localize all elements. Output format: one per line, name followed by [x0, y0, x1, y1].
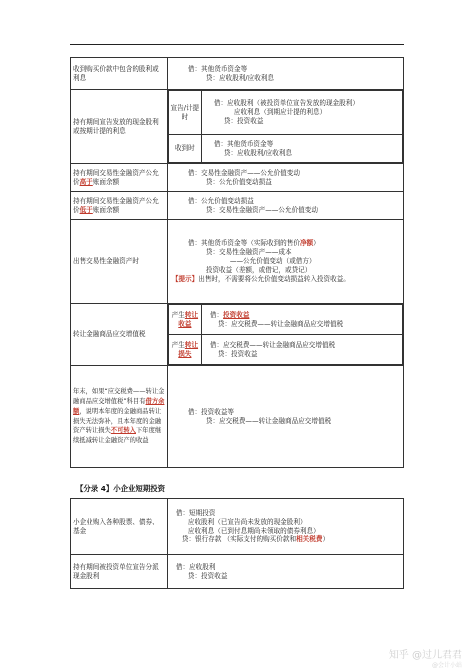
top-rule: [70, 44, 404, 45]
row-label: 持有期间交易性金融资产公允价高于账面余额: [71, 164, 168, 192]
short-term-investment-table: [70, 498, 404, 589]
sub-label: 收到时: [168, 135, 201, 163]
section-heading: 【分录 4】小企业短期投资: [76, 484, 166, 493]
watermark: 知乎 @过儿君君: [388, 649, 462, 661]
row-label: 持有期间被投资单位宣告分派现金股利: [71, 555, 168, 589]
table-row: [71, 555, 404, 589]
row-label: 持有期间宣告发放的现金股利或按期计提的利息: [71, 90, 168, 164]
sub-label: 宣告/计提时: [168, 91, 201, 135]
row-label: 收到购买价款中包含的股利或利息: [71, 58, 168, 90]
table-row: [71, 58, 404, 90]
table-row: [71, 220, 404, 304]
row-label: 转让金融商品应交增值税: [71, 304, 168, 366]
row-entry: 借：其他货币资金等（实际收到的售价净额） 贷：交易性金融资产——成本 ——公允价值变动（或借方） 投资收益（差额，或借记，或贷记） 【提示】出售时，不需要将公允价值变动损益转入投资收益。: [167, 220, 403, 304]
row-entry: 借：交易性金融资产——公允价值变动 贷：公允价值变动损益: [167, 164, 403, 192]
row-entry: 借：其他货币资金等 贷：应收股利/应收利息: [167, 58, 403, 90]
row-entry: 借：投资收益等 贷：应交税费——转让金融商品应交增值税: [167, 366, 403, 468]
table-row: [71, 366, 404, 468]
table-row: [71, 164, 404, 192]
row-label: 小企业购入各种股票、债券、基金: [71, 499, 168, 555]
watermark-sub: @会计小站: [431, 661, 462, 669]
row-label: 出售交易性金融资产时: [71, 220, 168, 304]
table-row: [71, 304, 404, 366]
table-row: [71, 90, 404, 164]
row-entry: 借：公允价值变动损益 贷：交易性金融资产——公允价值变动: [167, 192, 403, 220]
row-entry: 借：应收股利 贷：投资收益: [167, 555, 403, 589]
table-row: [71, 192, 404, 220]
sub-label: 产生转让收益: [168, 305, 201, 335]
tip-label: 【提示】: [171, 274, 199, 283]
sub-entries: 产生转让收益 借：投资收益 贷：应交税费——转让金融商品应交增值税 产生转让损失 借：应交税费——转让金融商品应交增值税 贷：投资收益: [168, 304, 403, 365]
sub-entries: 宣告/计提时 借：应收股利（被投资单位宣告发放的现金股利） 应收利息（到期应计提的利息） 贷：投资收益 收到时 借：其他货币资金等 贷：应收股利/应收利息: [168, 90, 403, 163]
row-entry: [167, 304, 403, 366]
row-entry: [167, 90, 403, 164]
row-label: 持有期间交易性金融资产公允价低于账面余额: [71, 192, 168, 220]
table-row: [71, 499, 404, 555]
row-entry: 借：短期投资 应收股利（已宣告尚未发放的现金股利） 应收利息（已到付息期尚未领取的债券利息） 贷：银行存款 （实际支付的购买价款和相关税费）: [167, 499, 403, 555]
row-label: 年末，如果“应交税费——转让金融商品应交增值税”科目有借方余额，说明本年度的金融商品转让损失无法弥补，且本年度的金融资产转让损失不可转入下年度继续抵减转让金融资产的收益: [71, 366, 168, 468]
sub-label: 产生转让损失: [168, 335, 201, 365]
journal-entries-table: [70, 57, 404, 468]
